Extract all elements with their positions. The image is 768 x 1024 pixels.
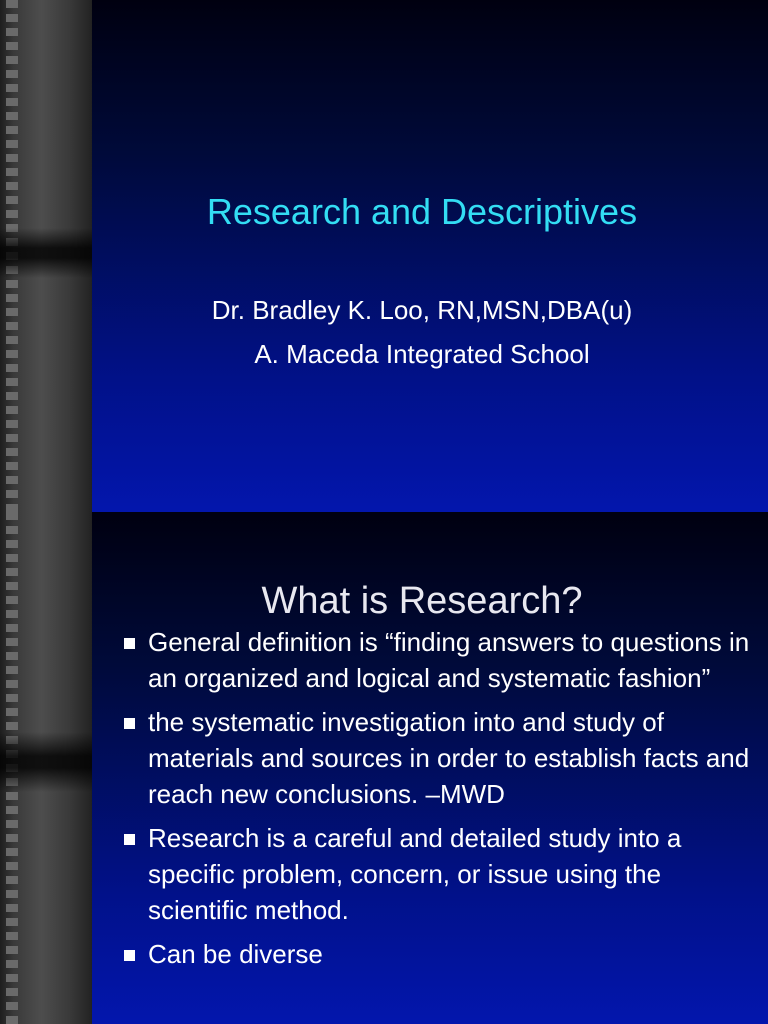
bullet-text: General definition is “finding answers to questions in an organized and logical and systematic fashion”: [148, 627, 750, 693]
author-line: Dr. Bradley K. Loo, RN,MSN,DBA(u): [211, 295, 633, 325]
square-bullet-icon: [124, 834, 135, 845]
school-line: A. Maceda Integrated School: [254, 339, 590, 369]
square-bullet-icon: [124, 718, 135, 729]
slide-heading: What is Research?: [261, 580, 583, 622]
bullet-item: [120, 820, 760, 928]
film-strip-shadow: [0, 228, 92, 278]
bullet-item: [120, 624, 760, 696]
bullet-item: [120, 936, 760, 972]
bullet-list: [120, 624, 760, 980]
bullet-text: the systematic investigation into and study of materials and sources in order to establish facts and reach new conclusions. –MWD: [148, 707, 750, 809]
film-strip-decoration: [0, 512, 92, 1024]
bullet-item: [120, 704, 760, 812]
bullet-text: is a careful and detailed study into a specific problem, concern, or issue using the scientific method.: [148, 823, 682, 925]
bullet-text: Can be diverse: [148, 939, 323, 969]
film-strip-decoration: [0, 0, 92, 512]
slide-what-is-research: [0, 512, 768, 1024]
square-bullet-icon: [124, 638, 135, 649]
square-bullet-icon: [124, 950, 135, 961]
film-strip-shadow: [0, 732, 92, 792]
bullet-lead-term: Research: [148, 823, 260, 853]
slide-title-heading: Research and Descriptives: [206, 191, 638, 232]
